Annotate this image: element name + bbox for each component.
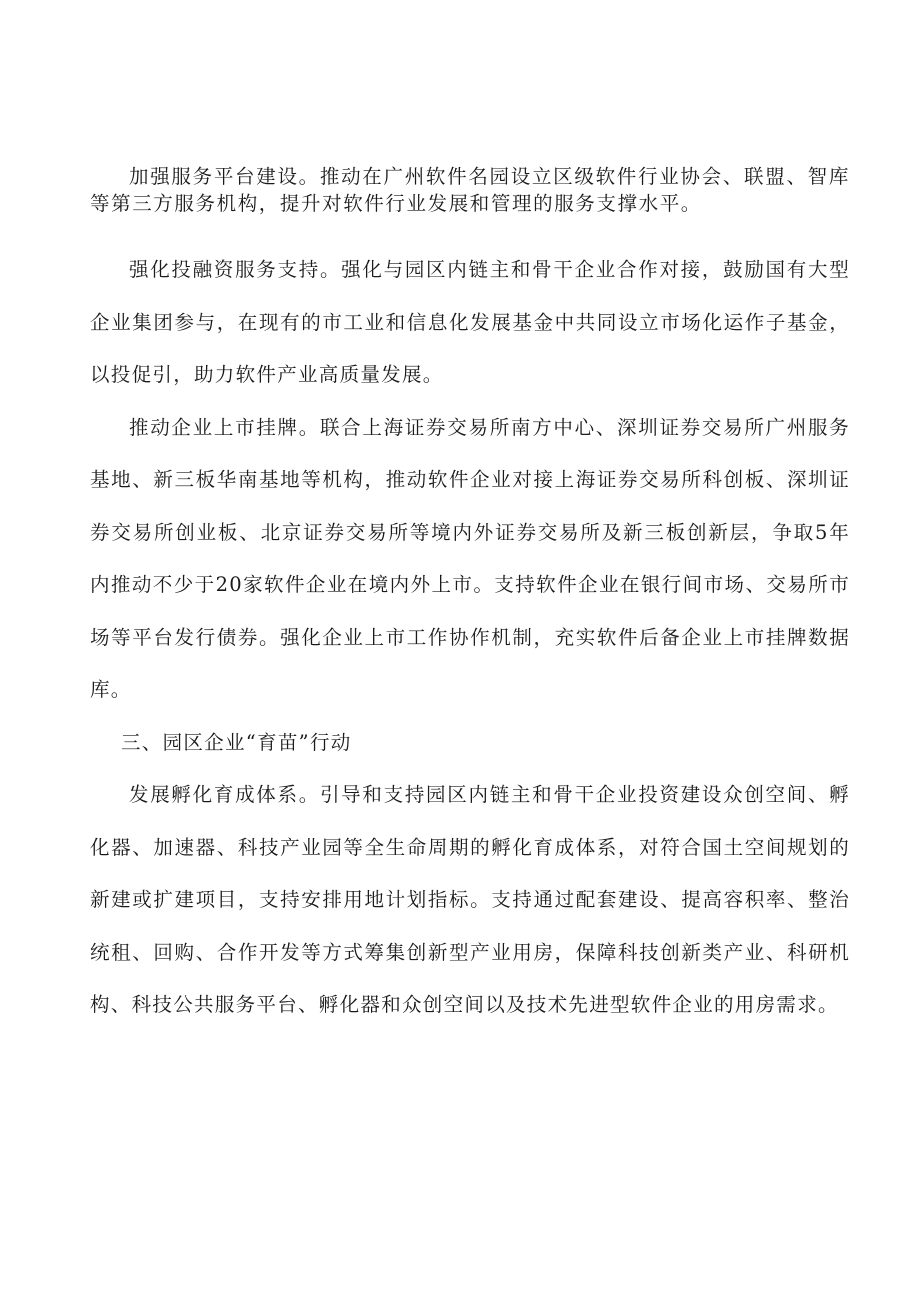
paragraph-incubation: 发展孵化育成体系。引导和支持园区内链主和骨干企业投资建设众创空间、孵化器、加速器、科技产业园等全生命周期的孵化育成体系，对符合国土空间规划的新建或扩建项目，支持安排用地计划指标。支持通过配套建设、提高容积率、整治统租、回购、合作开发等方式筹集创新型产业用房，保障科技创新类产业、科研机构、科技公共服务平台、孵化器和众创空间以及技术先进型软件企业的用房需求。 (90, 783, 850, 1016)
section-heading: 三、园区企业“育苗”行动 (121, 730, 352, 754)
paragraph-service-platform: 加强服务平台建设。推动在广州软件名园设立区级软件行业协会、联盟、智库等第三方服务机构，提升对软件行业发展和管理的服务支撑水平。 (90, 165, 850, 215)
document-body (90, 163, 850, 1032)
paragraph-investment-financing: 强化投融资服务支持。强化与园区内链主和骨干企业合作对接，鼓励国有大型企业集团参与，在现有的市工业和信息化发展基金中共同设立市场化运作子基金，以投促引，助力软件产业高质量发展。 (90, 258, 850, 386)
paragraph-listing: 推动企业上市挂牌。联合上海证券交易所南方中心、深圳证券交易所广州服务基地、新三板华南基地等机构，推动软件企业对接上海证券交易所科创板、深圳证券交易所创业板、北京证券交易所等境内外证券交易所及新三板创新层，争取5年内推动不少于20家软件企业在境内外上市。支持软件企业在银行间市场、交易所市场等平台发行债券。强化企业上市工作协作机制，充实软件后备企业上市挂牌数据库。 (90, 415, 850, 701)
